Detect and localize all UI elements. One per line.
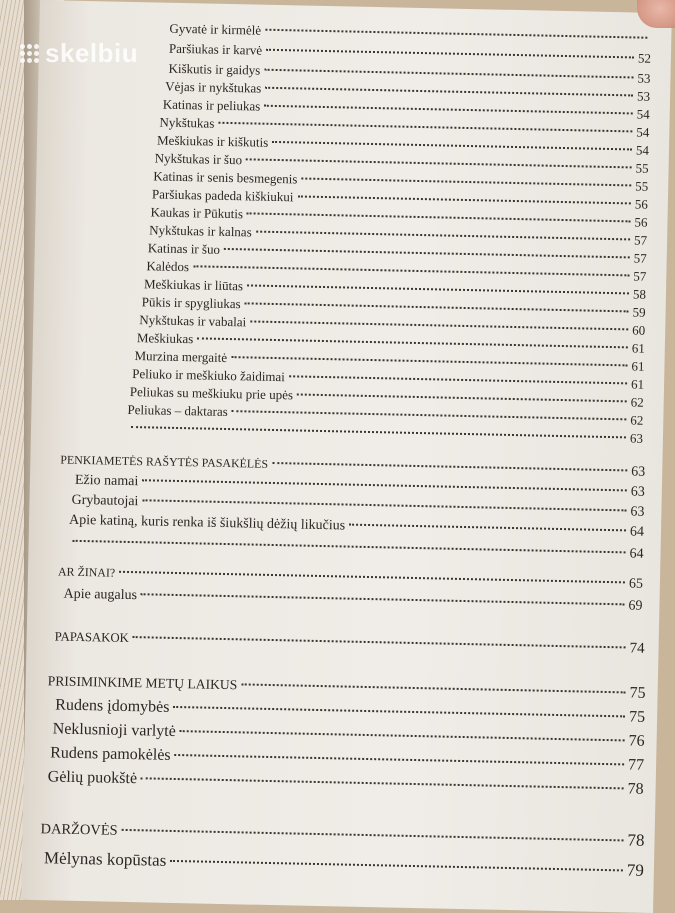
toc-page-number: 79 xyxy=(626,860,645,880)
toc-leader-dots xyxy=(297,195,630,204)
toc-entry-title: Nykštukas ir šuo xyxy=(154,150,243,168)
toc-leader-dots xyxy=(272,462,627,471)
toc-page-number: 52 xyxy=(637,50,652,66)
toc-page-number: 56 xyxy=(634,214,648,230)
toc-page-number: 55 xyxy=(635,160,649,176)
toc-entry-title: Katinas ir peliukas xyxy=(162,96,261,114)
toc-page-number: 62 xyxy=(630,394,644,410)
toc-page-number: 75 xyxy=(628,708,646,726)
toc-leader-dots xyxy=(180,730,625,741)
toc-entry-title: Peliukas – daktaras xyxy=(127,401,228,420)
toc-leader-dots xyxy=(197,337,628,348)
toc-entry-title: Apie augalus xyxy=(63,586,138,604)
watermark-text: skelbiu xyxy=(45,38,139,68)
toc-leader-dots xyxy=(175,754,625,765)
toc-page-number: 74 xyxy=(629,640,645,657)
toc-leader-dots xyxy=(141,593,624,605)
toc-leader-dots xyxy=(142,479,627,491)
toc-entry-title: Murzina mergaitė xyxy=(134,348,228,365)
toc-page-number: 53 xyxy=(637,70,651,86)
toc-page xyxy=(21,0,672,913)
toc-leader-dots xyxy=(301,178,631,187)
toc-leader-dots xyxy=(122,829,624,842)
toc-leader-dots xyxy=(170,860,623,871)
toc-entry-title: Nykštukas ir vabalai xyxy=(139,312,247,330)
toc-page-number: 78 xyxy=(627,830,645,850)
toc-leader-dots xyxy=(265,87,633,97)
toc-page-number: 53 xyxy=(636,88,651,104)
toc-page-number: 75 xyxy=(629,684,646,702)
toc-leader-dots xyxy=(133,636,626,648)
toc-leader-dots xyxy=(349,524,626,532)
toc-entry-title: Gyvatė ir kirmėlė xyxy=(169,20,262,38)
toc-entry-title: Paršiukas padeda kiškiukui xyxy=(151,186,294,205)
toc-entry-title: Paršiukas ir karvė xyxy=(168,40,263,58)
toc-entry-title: AR ŽINAI? xyxy=(57,564,116,580)
toc-leader-dots xyxy=(264,69,633,79)
toc-page-number: 77 xyxy=(627,756,645,774)
toc-entry-title: Mėlynas kopūstas xyxy=(43,848,167,870)
toc-leader-dots xyxy=(218,122,632,133)
toc-page-number: 56 xyxy=(634,196,649,212)
toc-entry-title: Meškiukas ir liūtas xyxy=(143,276,244,294)
watermark-logo-icon xyxy=(20,44,39,63)
toc-entry-title: Ežio namai xyxy=(74,472,139,490)
toc-entry-title: Peliuko ir meškiuko žaidimai xyxy=(132,366,286,385)
watermark xyxy=(20,38,138,69)
toc-page-number: 78 xyxy=(627,780,644,798)
toc-entry-title: Nykštukas ir kalnas xyxy=(149,222,252,240)
toc-section-heading xyxy=(40,818,644,851)
toc-page-number: 57 xyxy=(633,250,647,266)
toc-page-number: 65 xyxy=(628,576,644,592)
toc-entry-title: PENKIAMETĖS RAŠYTĖS PASAKĖLĖS xyxy=(60,452,269,471)
toc-leader-dots xyxy=(256,231,630,241)
toc-entry-title: Neklusnioji varlytė xyxy=(52,720,176,741)
toc-page-number: 64 xyxy=(629,546,644,562)
toc-leader-dots xyxy=(119,571,625,584)
toc-page-number: 76 xyxy=(628,732,645,750)
toc-page-number: 60 xyxy=(632,322,646,338)
toc-page-number: 59 xyxy=(632,304,646,320)
toc-entry xyxy=(44,848,644,881)
toc-leader-dots xyxy=(246,158,632,168)
toc-entry-title: Kalėdos xyxy=(146,258,190,275)
toc-leader-dots xyxy=(231,356,627,366)
toc-entry-title: Apie katiną, kuris renka iš šiukšlių dėžių likučius xyxy=(68,512,346,534)
toc-leader-dots xyxy=(142,499,626,511)
toc-leader-dots xyxy=(266,49,634,59)
toc-leader-dots xyxy=(297,393,627,402)
toc-entry-title: Meškiukas ir kiškutis xyxy=(156,132,269,150)
toc-page-number: 54 xyxy=(635,142,650,158)
toc-leader-dots xyxy=(265,29,647,39)
toc-page-number: 63 xyxy=(631,464,646,480)
toc-page-number: 69 xyxy=(628,598,643,614)
toc-entry-title: Rudens įdomybės xyxy=(55,696,170,716)
toc-page-number: 61 xyxy=(631,358,645,374)
toc-entry-title: Katinas ir šuo xyxy=(147,240,221,257)
toc-entry-title: DARŽOVĖS xyxy=(40,821,118,839)
toc-page-number: 63 xyxy=(630,504,645,520)
toc-leader-dots xyxy=(224,248,630,258)
toc-leader-dots xyxy=(272,141,632,151)
toc-entry-title: Vėjas ir nykštukas xyxy=(165,78,262,96)
toc-leader-dots xyxy=(73,540,626,554)
toc-page-number: 54 xyxy=(636,106,650,122)
toc-page-number: 55 xyxy=(635,178,649,194)
toc-leader-dots xyxy=(247,212,631,222)
toc-page-number: 64 xyxy=(629,524,645,540)
toc-entry-title: PRISIMINKIME METŲ LAIKUS xyxy=(47,673,238,693)
toc-entry-title: Nykštukas xyxy=(159,114,215,131)
toc-leader-dots xyxy=(241,683,625,693)
toc-page-number: 61 xyxy=(630,376,645,392)
toc-leader-dots xyxy=(247,284,629,294)
toc-leader-dots xyxy=(193,265,629,276)
toc-entry-title: Katinas ir senis besmegenis xyxy=(153,168,298,187)
toc-leader-dots xyxy=(250,320,628,330)
toc-page-number: 58 xyxy=(632,286,647,302)
toc-page-number: 62 xyxy=(630,412,644,428)
toc-leader-dots xyxy=(264,105,632,115)
toc-leader-dots xyxy=(141,777,624,789)
toc-entry-title: PAPASAKOK xyxy=(54,629,129,645)
toc-leader-dots xyxy=(245,302,629,312)
toc-leader-dots xyxy=(173,706,625,717)
toc-section-heading xyxy=(54,628,644,657)
toc-leader-dots xyxy=(131,426,626,438)
toc-page-number: 63 xyxy=(629,430,644,446)
toc-entry-title: Grybautojai xyxy=(71,492,139,510)
toc-page-number: 63 xyxy=(630,484,645,500)
toc-entry-title: Kaukas ir Pūkutis xyxy=(150,204,244,222)
toc-leader-dots xyxy=(289,375,627,384)
toc-entry-title: Rudens pamokėlės xyxy=(50,744,171,764)
toc-entry-title: Peliukas su meškiuku prie upės xyxy=(129,383,294,403)
toc-page-number: 61 xyxy=(631,340,645,356)
toc-entry-title: Kiškutis ir gaidys xyxy=(168,60,261,78)
toc-entry-title: Meškiukas xyxy=(136,330,194,347)
toc-leader-dots xyxy=(232,410,627,420)
toc-page-number: 57 xyxy=(633,268,647,284)
toc-entry-title: Gėlių puokštė xyxy=(47,768,138,788)
toc-entry-title: Pūkis ir spygliukas xyxy=(141,294,241,312)
toc-page-number: 54 xyxy=(636,124,650,140)
toc-page-number: 57 xyxy=(633,232,648,248)
